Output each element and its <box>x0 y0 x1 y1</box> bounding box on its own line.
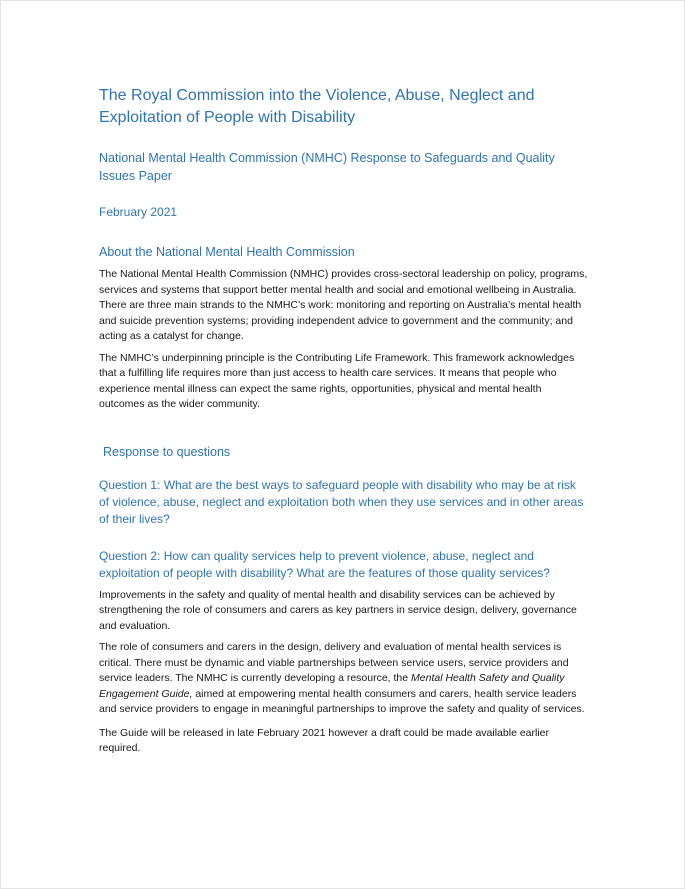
question-1: Question 1: What are the best ways to safeguard people with disability who may be at risk of violence, abuse, neglect and exploitation both when they use services and in other areas of their lives? <box>99 477 584 526</box>
response-paragraph-2-text-b: aimed at empowering mental health consumers and carers, health service leaders and service providers to engage in meaningful partnerships to improve the safety and quality of services. <box>99 687 585 715</box>
document-date: February 2021 <box>99 205 178 219</box>
response-paragraph-3: The Guide will be released in late February 2021 however a draft could be made available earlier required. <box>99 726 550 754</box>
document-subtitle: National Mental Health Commission (NMHC) Response to Safeguards and Quality Issues Paper <box>99 151 555 183</box>
response-heading: Response to questions <box>103 444 231 459</box>
question-2: Question 2: How can quality services help to prevent violence, abuse, neglect and exploitation of people with disability? What are the features of those quality services? <box>99 548 550 580</box>
document-title: The Royal Commission into the Violence, Abuse, Neglect and Exploitation of People with Disability <box>99 87 535 126</box>
about-heading: About the National Mental Health Commission <box>99 245 355 259</box>
response-paragraph-2-text-a: The role of consumers and carers in the design, delivery and evaluation of mental health services is critical. There must be dynamic and viable partnerships between service users, service providers and service leaders. The NMHC is currently developing a resource, the <box>99 641 569 684</box>
response-paragraph-1: Improvements in the safety and quality of mental health and disability services can be achieved by strengthening the role of consumers and carers as key partners in service design, delivery, governance and evaluation. <box>99 588 577 632</box>
guide-title: Mental Health Safety and Quality Engagement Guide, <box>99 672 565 700</box>
about-paragraph-1: The National Mental Health Commission (NMHC) provides cross-sectoral leadership on policy, programs, services and systems that support better mental health and social and emotional wellbeing in Australia. There are three main strands to the NMHC’s work: monitoring and reporting on Australia’s mental health and suicide prevention systems; providing independent advice to government and the community; and acting as a catalyst for change. <box>99 268 588 342</box>
page-content <box>99 85 589 757</box>
about-paragraph-2: The NMHC’s underpinning principle is the Contributing Life Framework. This framework acknowledges that a fulfilling life requires more than just access to health care services. It means that people who experience mental illness can expect the same rights, opportunities, physical and mental health outcomes as the wider community. <box>99 351 575 410</box>
response-paragraph-2 <box>99 640 589 718</box>
